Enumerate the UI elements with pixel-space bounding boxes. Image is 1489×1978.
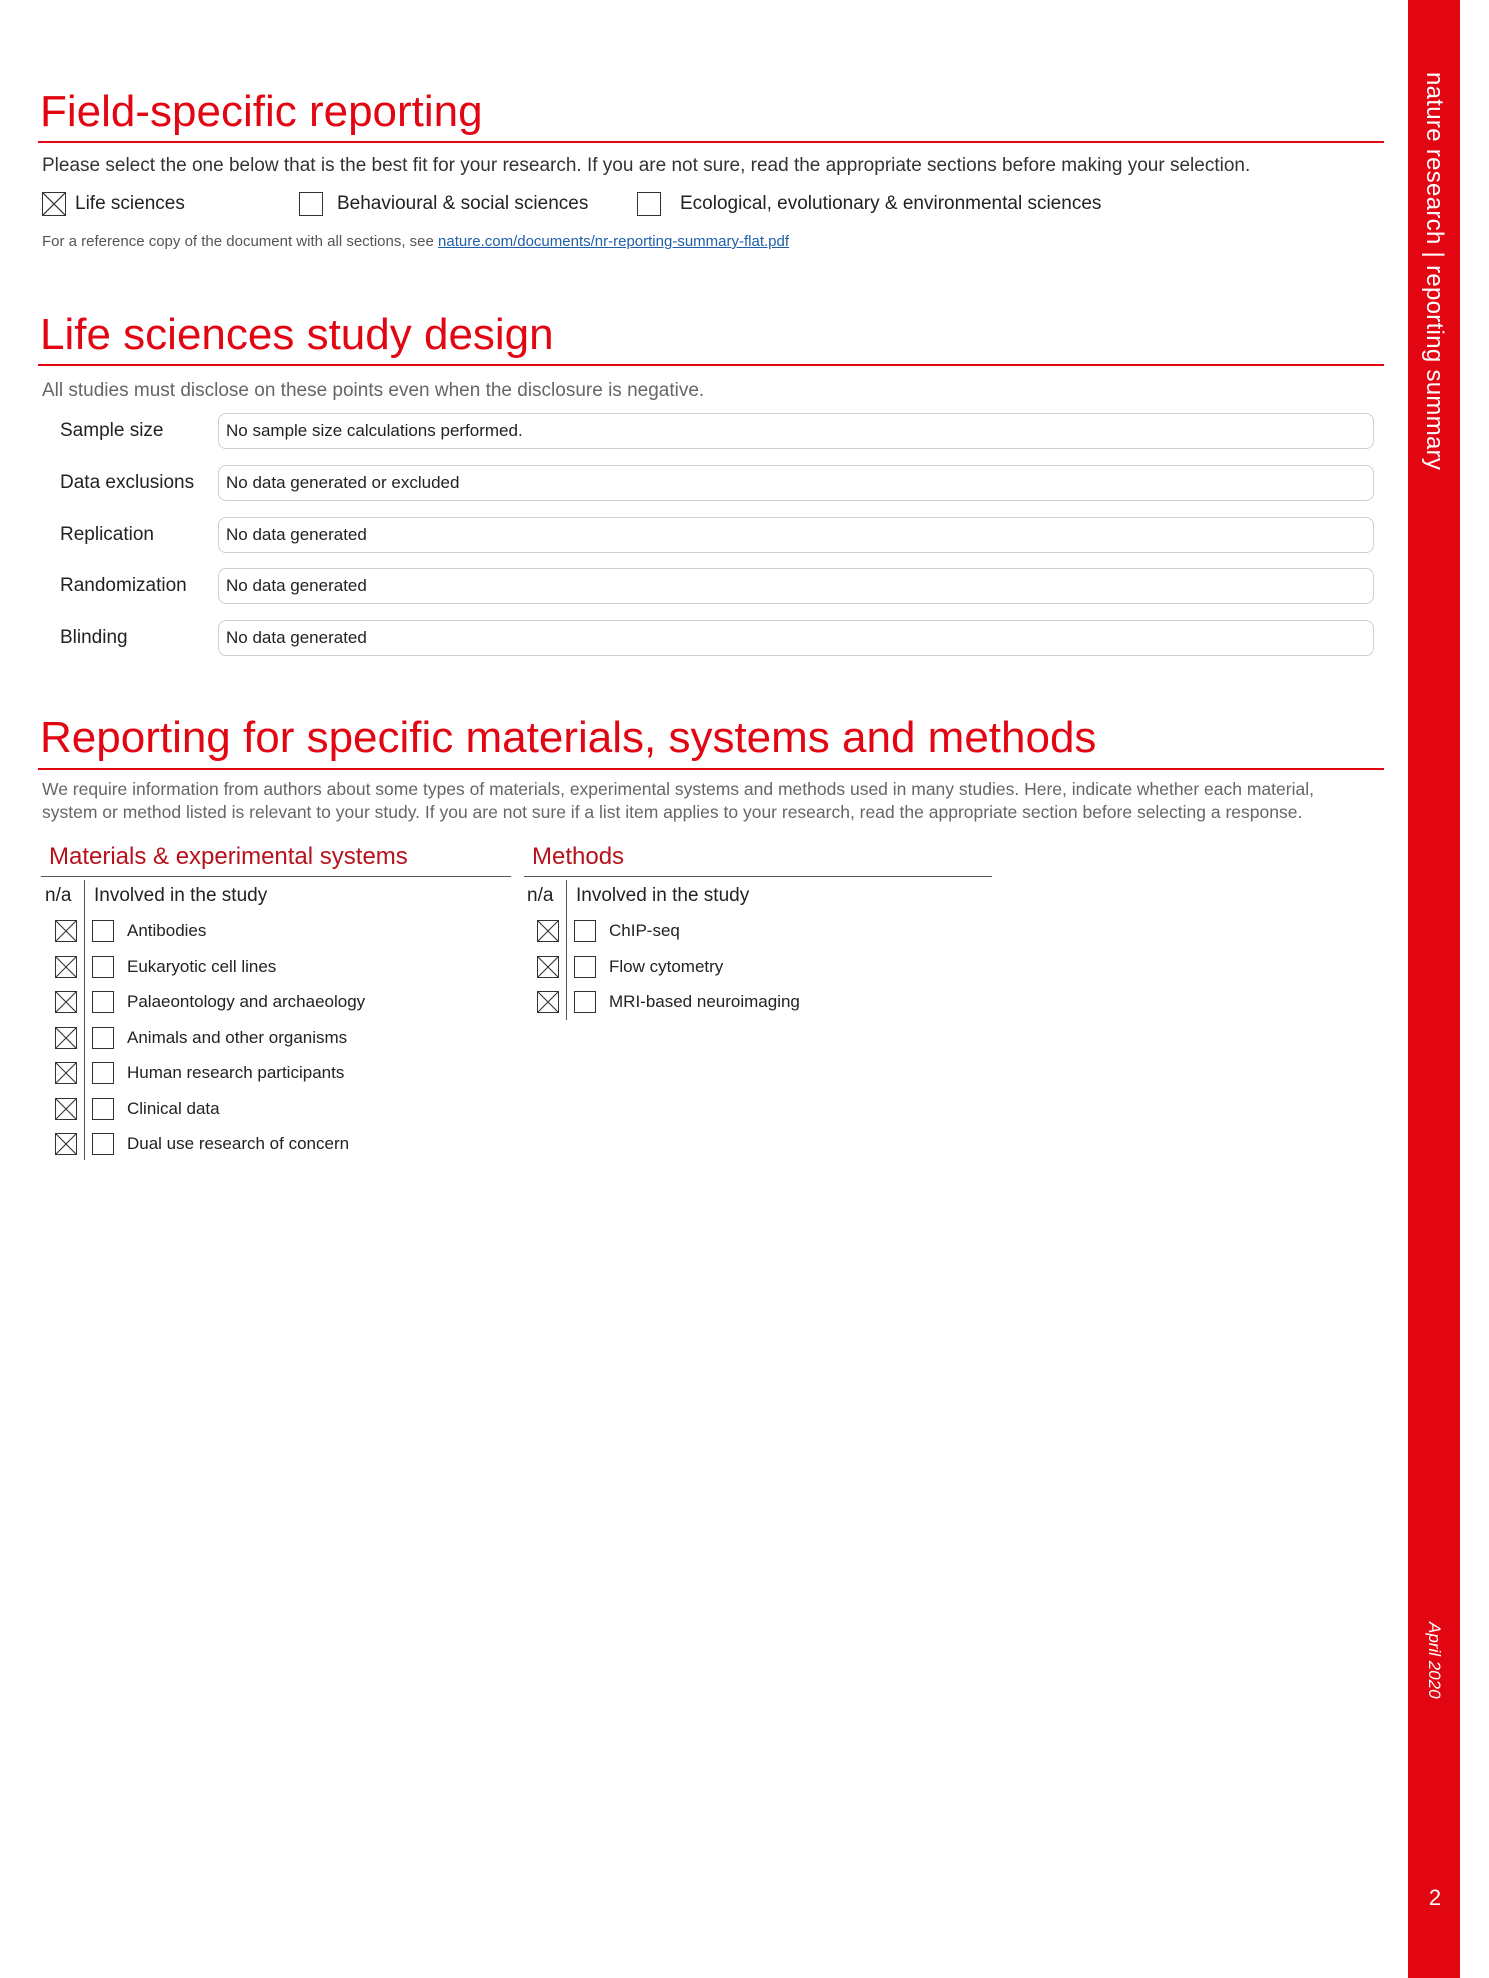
materials-involved-checkbox[interactable] xyxy=(92,956,114,978)
ecological-checkbox[interactable] xyxy=(637,192,661,216)
checkbox-cross-icon xyxy=(56,921,76,941)
replication-label: Replication xyxy=(60,524,154,545)
reference-note xyxy=(42,233,789,250)
checkbox-cross-icon xyxy=(56,992,76,1012)
methods-title: Methods xyxy=(532,843,625,870)
page-number: 2 xyxy=(1428,1885,1442,1910)
materials-item-label: Human research participants xyxy=(127,1063,345,1082)
materials-na-checkbox[interactable] xyxy=(55,1062,77,1084)
materials-na-checkbox[interactable] xyxy=(55,920,77,942)
checkbox-cross-icon xyxy=(56,957,76,977)
methods-na-checkbox[interactable] xyxy=(537,920,559,942)
checkbox-cross-icon xyxy=(538,992,558,1012)
methods-involved-checkbox[interactable] xyxy=(574,956,596,978)
materials-na-header: n/a xyxy=(45,885,72,906)
methods-item-label: MRI-based neuroimaging xyxy=(609,992,800,1011)
sample-size-field[interactable]: No sample size calculations performed. xyxy=(218,413,1374,449)
field-section-rule xyxy=(38,141,1384,143)
checkbox-cross-icon xyxy=(43,193,65,215)
checkbox-cross-icon xyxy=(56,1063,76,1083)
checkbox-cross-icon xyxy=(538,957,558,977)
life-sciences-checkbox[interactable] xyxy=(42,192,66,216)
materials-intro-line-2: system or method listed is relevant to your study. If you are not sure if a list item applies to your research, read the appropriate section before selecting a response. xyxy=(42,802,1303,822)
methods-involved-checkbox[interactable] xyxy=(574,991,596,1013)
reference-text: For a reference copy of the document with all sections, see xyxy=(42,233,439,250)
materials-intro-line-1: We require information from authors about some types of materials, experimental systems and methods used in many studies. Here, indicate whether each material, xyxy=(42,779,1314,799)
randomization-label: Randomization xyxy=(60,575,187,596)
methods-item-label: ChIP-seq xyxy=(609,921,680,940)
design-section-title: Life sciences study design xyxy=(40,310,554,359)
methods-na-header: n/a xyxy=(527,885,554,906)
data-exclusions-field[interactable]: No data generated or excluded xyxy=(218,465,1374,501)
methods-na-checkbox[interactable] xyxy=(537,956,559,978)
methods-rule xyxy=(524,876,992,877)
materials-item-label: Dual use research of concern xyxy=(127,1134,350,1153)
materials-involved-checkbox[interactable] xyxy=(92,1098,114,1120)
behavioural-social-checkbox[interactable] xyxy=(299,192,323,216)
materials-item-label: Animals and other organisms xyxy=(127,1027,348,1047)
materials-na-checkbox[interactable] xyxy=(55,1133,77,1155)
materials-na-checkbox[interactable] xyxy=(55,1027,77,1049)
materials-item-label: Clinical data xyxy=(127,1098,220,1118)
materials-na-checkbox[interactable] xyxy=(55,1098,77,1120)
sidebar-title: nature research | reporting summary xyxy=(1421,72,1448,471)
methods-na-checkbox[interactable] xyxy=(537,991,559,1013)
checkbox-cross-icon xyxy=(56,1134,76,1154)
materials-section-title: Reporting for specific materials, systems and methods xyxy=(40,713,1097,762)
materials-item-label: Palaeontology and archaeology xyxy=(127,992,366,1011)
materials-na-checkbox[interactable] xyxy=(55,991,77,1013)
data-exclusions-label: Data exclusions xyxy=(60,472,195,493)
materials-na-checkbox[interactable] xyxy=(55,956,77,978)
materials-item-label: Antibodies xyxy=(127,921,207,940)
methods-item-label: Flow cytometry xyxy=(609,956,724,976)
life-sciences-label: Life sciences xyxy=(75,193,185,214)
field-section-title: Field-specific reporting xyxy=(40,87,483,136)
methods-involved-checkbox[interactable] xyxy=(574,920,596,942)
materials-section-rule xyxy=(38,768,1384,770)
methods-column-divider xyxy=(566,880,567,1020)
materials-involved-checkbox[interactable] xyxy=(92,920,114,942)
materials-column-divider xyxy=(84,880,85,1160)
materials-involved-checkbox[interactable] xyxy=(92,1027,114,1049)
materials-involved-checkbox[interactable] xyxy=(92,991,114,1013)
blinding-label: Blinding xyxy=(60,627,128,648)
checkbox-cross-icon xyxy=(56,1099,76,1119)
materials-systems-title: Materials & experimental systems xyxy=(49,843,408,870)
blinding-field[interactable]: No data generated xyxy=(218,620,1374,656)
materials-item-label: Eukaryotic cell lines xyxy=(127,956,277,976)
materials-systems-rule xyxy=(41,876,511,877)
reference-link[interactable]: nature.com/documents/nr-reporting-summary-flat.pdf xyxy=(438,233,790,250)
materials-involved-checkbox[interactable] xyxy=(92,1133,114,1155)
sample-size-label: Sample size xyxy=(60,420,164,441)
materials-involved-header: Involved in the study xyxy=(94,885,268,906)
sidebar-date: April 2020 xyxy=(1425,1622,1444,1699)
randomization-field[interactable]: No data generated xyxy=(218,568,1374,604)
ecological-label: Ecological, evolutionary & environmental sciences xyxy=(680,193,1102,214)
design-section-rule xyxy=(38,364,1384,366)
replication-field[interactable]: No data generated xyxy=(218,517,1374,553)
design-intro: All studies must disclose on these points even when the disclosure is negative. xyxy=(42,380,705,401)
behavioural-social-label: Behavioural & social sciences xyxy=(337,193,589,214)
checkbox-cross-icon xyxy=(538,921,558,941)
materials-involved-checkbox[interactable] xyxy=(92,1062,114,1084)
methods-involved-header: Involved in the study xyxy=(576,885,750,906)
checkbox-cross-icon xyxy=(56,1028,76,1048)
field-instruction: Please select the one below that is the best fit for your research. If you are not sure, read the appropriate sections before making your selection. xyxy=(42,155,1251,176)
